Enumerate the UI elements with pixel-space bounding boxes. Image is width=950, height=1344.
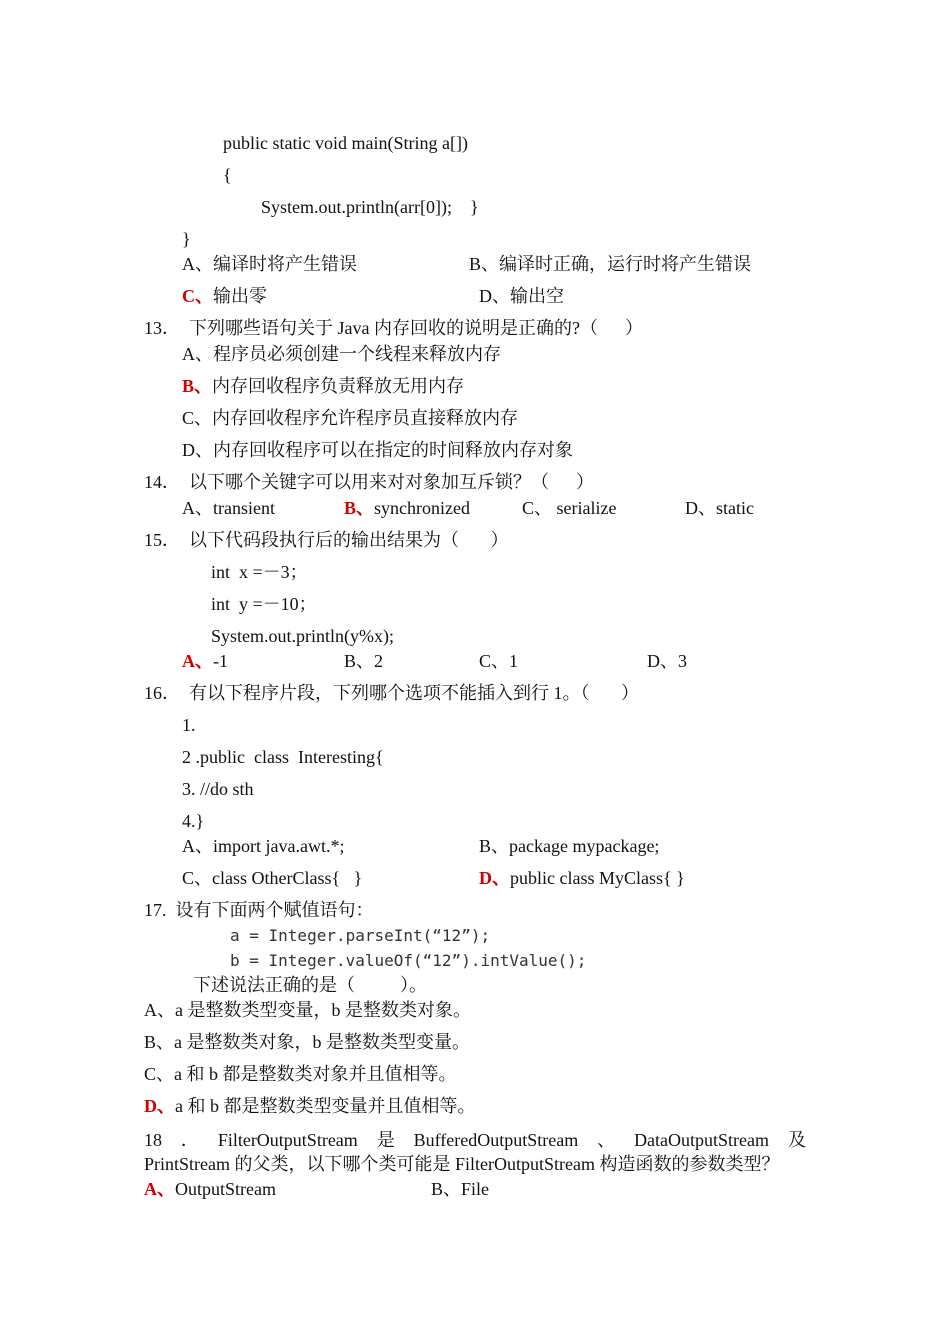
correct-option-letter: C、 [182,286,213,306]
option-c [479,650,518,672]
question-word: DataOutputStream [634,1130,770,1150]
option-text: public class MyClass{ } [510,868,685,888]
option-text: transient [213,498,275,518]
correct-option-letter: A、 [182,651,213,671]
option-letter: A、 [182,498,213,518]
option-text: 编译时将产生错误 [213,254,357,274]
question-15: 15． 以下代码段执行后的输出结果为（ ） [144,530,509,550]
option-b [182,375,464,397]
option-text: OutputStream [175,1179,276,1199]
code-line: int y =－10； [211,594,317,614]
option-letter: A、 [182,254,213,274]
option-text: -1 [213,651,228,671]
option-a [144,999,471,1021]
option-text: import java.awt.*; [213,836,345,856]
option-text: a 是整数类型变量，b 是整数类对象。 [175,1000,471,1020]
option-a [182,650,228,672]
question-13: 13． 下列哪些语句关于 Java 内存回收的说明是正确的?（ ） [144,318,643,338]
option-letter: B、 [144,1032,175,1052]
option-c [182,867,362,889]
option-text: a 和 b 都是整数类型变量并且值相等。 [175,1096,476,1116]
option-text: serialize [552,498,617,518]
option-text: 编译时正确，运行时将产生错误 [499,254,752,274]
option-b [144,1031,470,1053]
question-word: ． [180,1130,199,1150]
option-a [182,497,275,519]
option-text: 1 [509,651,519,671]
option-text: synchronized [374,498,470,518]
option-c [522,497,616,519]
correct-option-letter: A、 [144,1179,175,1199]
option-letter: B、 [469,254,500,274]
option-text: 输出空 [510,286,564,306]
option-d [479,285,564,307]
option-text: 输出零 [213,286,267,306]
option-b [344,650,383,672]
code-line: System.out.println(y%x); [211,626,394,646]
question-word: BufferedOutputStream [413,1130,579,1150]
option-letter: D、 [479,286,510,306]
code-line: } [182,229,191,249]
option-b [479,835,659,857]
option-c [144,1063,457,1085]
option-b [344,497,470,519]
option-b [469,253,751,275]
option-text: 内存回收程序可以在指定的时间释放内存对象 [213,440,573,460]
option-c [182,285,267,307]
question-18 [144,1129,806,1151]
code-line: { [223,165,232,185]
question-18-line2: PrintStream 的父类，以下哪个类可能是 FilterOutputStream 构造函数的参数类型？ [144,1154,780,1174]
option-a [182,343,501,365]
option-text: 内存回收程序允许程序员直接释放内存 [212,408,519,428]
option-d [182,439,573,461]
question-number: 18 [144,1130,162,1150]
question-17: 17. 设有下面两个赋值语句： [144,900,374,920]
correct-option-letter: B、 [182,376,213,396]
code-line: 4.} [182,811,205,831]
question-word: 是 [376,1130,395,1150]
option-text: a 和 b 都是整数类对象并且值相等。 [174,1064,457,1084]
option-letter: C、 [479,651,510,671]
code-line: 1. [182,715,196,735]
option-text: static [716,498,754,518]
question-prompt: 下述说法正确的是（ ）。 [193,975,427,995]
option-letter: D、 [647,651,678,671]
option-d [685,497,754,519]
correct-option-letter: D、 [479,868,510,888]
option-letter: D、 [182,440,213,460]
option-text: 3 [678,651,687,671]
option-c [182,407,518,429]
option-text: 2 [374,651,384,671]
option-letter: D、 [685,498,716,518]
option-letter: C、 [182,868,213,888]
option-letter: C、 [144,1064,175,1084]
option-text: 内存回收程序负责释放无用内存 [212,376,465,396]
option-d [144,1095,476,1117]
option-letter: B、 [479,836,510,856]
option-letter: B、 [431,1179,462,1199]
option-letter: A、 [182,836,213,856]
option-a [144,1178,276,1200]
option-text: File [461,1179,490,1199]
code-line: b = Integer.valueOf(“12”).intValue(); [230,951,587,970]
option-a [182,253,357,275]
question-14: 14． 以下哪个关键字可以用来对对象加互斥锁？（ ） [144,472,594,492]
option-text: package mypackage; [509,836,660,856]
option-text: class OtherClass{ } [212,868,363,888]
option-d [479,867,685,889]
option-letter: C、 [522,498,553,518]
code-line: 2 .public class Interesting{ [182,747,384,767]
option-text: a 是整数类对象，b 是整数类型变量。 [174,1032,471,1052]
correct-option-letter: D、 [144,1096,175,1116]
code-line: public static void main(String a[]) [223,133,468,153]
code-line: 3. //do sth [182,779,254,799]
question-word: 及 [787,1130,806,1150]
option-a [182,835,344,857]
option-d [647,650,687,672]
option-text: 程序员必须创建一个线程来释放内存 [213,344,501,364]
option-letter: C、 [182,408,213,428]
question-word: 、 [597,1130,616,1150]
option-letter: A、 [144,1000,175,1020]
option-letter: A、 [182,344,213,364]
question-word: FilterOutputStream [217,1130,358,1150]
question-16: 16． 有以下程序片段，下列哪个选项不能插入到行 1。（ ） [144,683,639,703]
correct-option-letter: B、 [344,498,375,518]
code-line: System.out.println(arr[0]); } [261,197,479,217]
code-line: int x =－3； [211,562,308,582]
option-b [431,1178,489,1200]
code-line: a = Integer.parseInt(“12”); [230,926,491,945]
option-letter: B、 [344,651,375,671]
